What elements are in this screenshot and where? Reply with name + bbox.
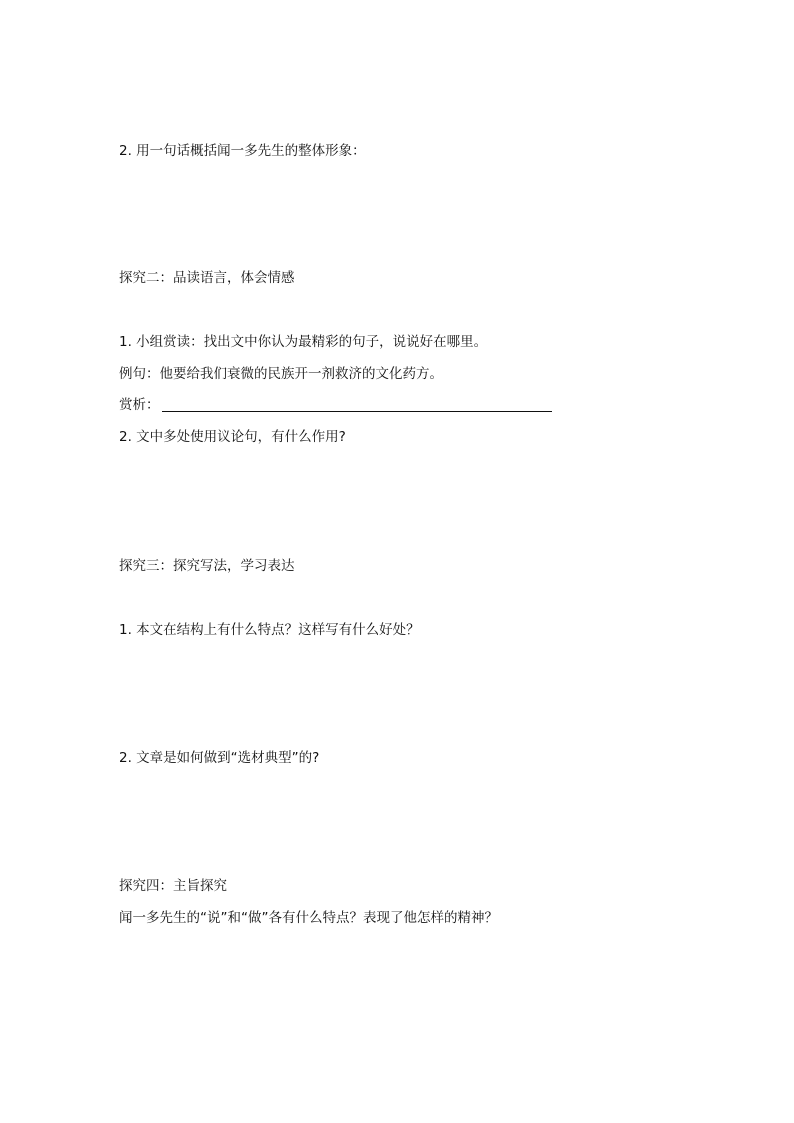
question-overall-image: 2. 用一句话概括闻一多先生的整体形象： xyxy=(119,143,366,159)
analysis-answer-line[interactable] xyxy=(162,411,552,412)
analysis-answer-row[interactable] xyxy=(119,396,160,414)
section-2-title: 探究二：品读语言，体会情感 xyxy=(119,270,295,286)
section-2-question-1: 1. 小组赏读：找出文中你认为最精彩的句子，说说好在哪里。 xyxy=(119,334,488,350)
section-3-question-1: 1. 本文在结构上有什么特点？这样写有什么好处？ xyxy=(119,622,420,638)
section-2-example-sentence: 例句：他要给我们衰微的民族开一剂救济的文化药方。 xyxy=(119,366,443,382)
section-3-title: 探究三：探究写法，学习表达 xyxy=(119,558,295,574)
section-4-question: 闻一多先生的“说”和“做”各有什么特点？表现了他怎样的精神？ xyxy=(119,910,498,926)
section-4-title: 探究四：主旨探究 xyxy=(119,878,227,894)
section-2-question-2: 2. 文中多处使用议论句，有什么作用? xyxy=(119,429,346,445)
analysis-label: 赏析： xyxy=(119,397,160,413)
section-3-question-2: 2. 文章是如何做到“选材典型”的? xyxy=(119,750,320,766)
